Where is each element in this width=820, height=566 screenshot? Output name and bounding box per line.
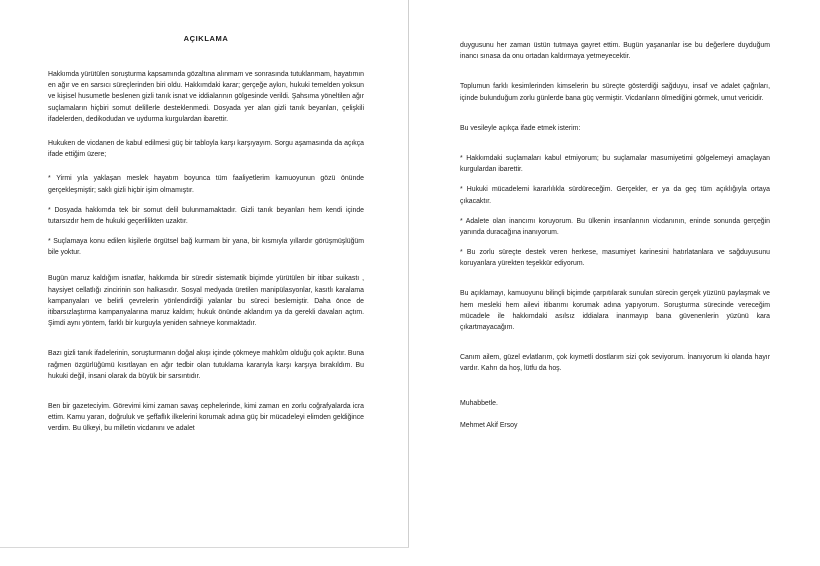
list-item: * Hukuki mücadelemi kararlılıkla sürdüreceğim. Gerçekler, er ya da geç tüm açıklığıyla ortaya çıkacaktır. — [460, 186, 770, 205]
spacer — [460, 388, 770, 398]
list-item: * Suçlamaya konu edilen kişilerle örgütsel bağ kurmam bir yana, bir kısmıyla yıllardır görüşmüşlüğüm bile yoktur. — [48, 238, 364, 257]
paragraph: Bu açıklamayı, kamuoyunu bilinçli biçimde çarpıtılarak sunulan sürecin gerçek yüzünü paylaşmak ve hem mesleki hem ailevi itibarımı korumak adına yapıyorum. Soruşturma sürecinde vereceğim mücadele ile hakkımdaki asılsız iddialara inanmayıp bana güvenenlerin yüzünü kara çıkartmayacağım. — [460, 290, 770, 331]
page-title: AÇIKLAMA — [183, 34, 229, 43]
list-item: * Bu zorlu süreçte destek veren herkese, masumiyet karinesini hatırlatanlara ve sağduyusunu koruyanlara yürekten teşekkür ediyorum. — [460, 249, 770, 268]
document-page-right — [412, 0, 820, 566]
page-bottom-margin — [0, 548, 409, 566]
list-item: * Hakkımdaki suçlamaları kabul etmiyorum; bu suçlamalar masumiyetimi gölgelemeyi amaçlayan kurgulardan ibarettir. — [460, 154, 770, 174]
page-left-content — [0, 0, 408, 435]
signature-name: Mehmet Akif Ersoy — [460, 421, 518, 429]
paragraph: duygusunu her zaman üstün tutmaya gayret ettim. Bugün yaşananlar ise bu değerlere duyduğum inancı sınasa da onu ortadan kaldırmaya yetmeyecektir. — [460, 42, 770, 61]
paragraph: Canım ailem, güzel evlatlarım, çok kıymetli dostlarım sizi çok seviyorum. İnanıyorum ki olanda hayır vardır. Kahrı da hoş, lütfu da hoş. — [460, 354, 770, 373]
list-item: * Dosyada hakkımda tek bir somut delil bulunmamaktadır. Gizli tanık beyanları hem kendi içinde tutarsızdır hem de hukuki geçerlilikten uzaktır. — [48, 206, 364, 225]
list-item: * Yirmi yıla yaklaşan meslek hayatım boyunca tüm faaliyetlerim kamuoyunun gözü önünde gerçekleşmiştir; saklı gizli hiçbir işim olmamıştır. — [48, 175, 364, 194]
spacer — [460, 278, 770, 288]
paragraph: Hukuken de vicdanen de kabul edilmesi güç bir tabloyla karşı karşıyayım. Sorgu aşamasında da açıkça ifade ettiğim üzere; — [48, 139, 364, 159]
signature-closing: Muhabbetle. — [460, 399, 498, 407]
paragraph: Bazı gizli tanık ifadelerinin, soruşturmanın doğal akışı içinde çökmeye mahkûm olduğu çok açıktır. Buna rağmen özgürlüğümü kısıtlayan en ağır tedbir olan tutuklama kararıyla karşı karşıya bırakıldım. Bu hukuki değil, insani olarak da büyük bir sarsıntıdır. — [48, 350, 364, 380]
page-right-content — [412, 0, 820, 431]
document-page-left — [0, 0, 409, 566]
paragraph: Hakkımda yürütülen soruşturma kapsamında gözaltına alınmam ve sonrasında tutuklanmam, hayatımın en ağır ve en sarsıcı süreçlerinden biri oldu. Hakkımdaki karar; gerçeğe aykırı, hukuki temelden yoksun ve kişisel husumetle beslenen gizli tanık isnat ve iddialarının gölgesinde verildi. Şahsıma yöneltilen ağır suçlamaların hiçbiri somut delillerle desteklenmedi. Dosyada yer alan gizli tanık beyanları, çelişkili ifadelerden, dedikodudan ve uydurma kurgulardan ibarettir. — [48, 71, 364, 123]
paragraph: Bu vesileyle açıkça ifade etmek isterim: — [460, 124, 581, 132]
list-item: * Adalete olan inancımı koruyorum. Bu ülkenin insanlarının vicdanının, eninde sonunda gerçeğin yanında duracağına inanıyorum. — [460, 217, 770, 236]
paragraph: Ben bir gazeteciyim. Görevimi kimi zaman savaş cephelerinde, kimi zaman en zorlu coğrafyalarda icra ettim. Kamu yararı, doğruluk ve şeffaflık ilkelerini korumak adına güç bir mücadeleyi elimden geldiğince verdim. Bu ülkeyi, bu milletin vicdanını ve adalet — [48, 402, 364, 433]
paragraph: Toplumun farklı kesimlerinden kimselerin bu süreçte gösterdiği sağduyu, insaf ve adalet çağrıları, içinde bulunduğum zorlu günlerde bana güç vermiştir. Vicdanların ölmediğini görmek, umut vericidir. — [460, 83, 770, 102]
paragraph: Bugün maruz kaldığım isnatlar, hakkımda bir süredir sistematik biçimde yürütülen bir itibar suikastı , haysiyet cellatlığı zincirinin son halkasıdır. Sosyal medyada üretilen manipülasyonlar, kasıtlı karalama kampanyaları ve belirli çevrelerin yönlendirdiği yalanlar bu süreci beslemiştir. Daha önce de itibarsızlaştırma kampanyalarına maruz kaldım; hukuk önünde aklandım ya da gerekli davaları açtım. Şimdi aynı yöntem, farklı bir kurguyla yeniden sahneye konmaktadır. — [48, 275, 364, 328]
